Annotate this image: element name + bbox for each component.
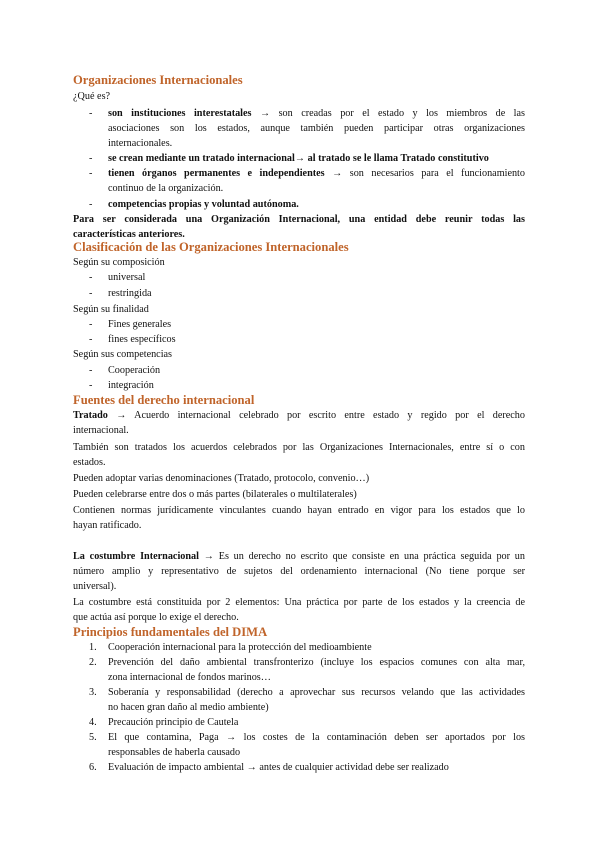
bullet-2-part-a: se crean mediante un tratado internacional <box>108 153 295 164</box>
bullet-dash: - <box>89 108 93 119</box>
bullet-dash: - <box>89 380 93 391</box>
costumbre-line-2: número amplio y representativo de sujetos del ordenamiento internacional (No tiene porque ser <box>73 566 525 577</box>
principle-1: Cooperación internacional para la protección del medioambiente <box>108 642 372 653</box>
bullet-dash: - <box>89 365 93 376</box>
list-item: universal <box>108 272 146 283</box>
normas-line-2: hayan ratificado. <box>73 520 142 531</box>
bullet-dash: - <box>89 334 93 345</box>
principle-2-line-1: Prevención del daño ambiental transfronterizo (incluye los espacios comunes con alta mar, <box>108 657 525 668</box>
partes-line: Pueden celebrarse entre dos o más partes (bilaterales o multilaterales) <box>73 489 357 500</box>
bullet-dash: - <box>89 319 93 330</box>
bullet-1-rest: → son creadas por el estado y los miembros de las <box>251 108 525 119</box>
question-line: ¿Qué es? <box>73 91 111 102</box>
list-item: restringida <box>108 288 152 299</box>
section-title-principios: Principios fundamentales del DIMA <box>73 625 268 639</box>
principle-3-line-2: no hacen gran daño al medio ambiente) <box>108 702 269 713</box>
costumbre-bold: La costumbre Internacional <box>73 551 199 562</box>
costumbre-line-1 <box>73 550 525 564</box>
denominaciones-line: Pueden adoptar varias denominaciones (Tratado, protocolo, convenio…) <box>73 473 370 484</box>
bullet-3-line-2: continuo de la organización. <box>108 183 224 194</box>
principle-3-line-1: Soberanía y responsabilidad (derecho a aprovechar sus recursos velando que las actividades <box>108 687 525 698</box>
list-item: fines específicos <box>108 334 176 345</box>
list-item: Fines generales <box>108 319 172 330</box>
bullet-1-line-3: internacionales. <box>108 138 173 149</box>
costumbre-rest: → Es un derecho no escrito que consiste en una práctica seguida por un <box>198 551 525 562</box>
item-number: 1. <box>89 642 97 653</box>
group-competencias: Según sus competencias <box>73 349 173 360</box>
bullet-2-part-b: → al tratado se le llama Tratado constitutivo <box>294 153 489 164</box>
elementos-line-1: La costumbre está constituida por 2 elementos: Una práctica por parte de los estados y la creencia de <box>73 597 525 608</box>
bullet-1-line-1 <box>108 107 525 121</box>
tratado-line-1 <box>73 409 525 423</box>
item-number: 4. <box>89 717 97 728</box>
item-number: 3. <box>89 687 97 698</box>
bullet-3-line-1 <box>108 167 525 181</box>
principle-4: Precaución principio de Cautela <box>108 717 239 728</box>
elementos-line-2: que actúa así porque lo exige el derecho. <box>73 612 239 623</box>
tratado-bold: Tratado <box>73 410 108 421</box>
group-finalidad: Según su finalidad <box>73 304 149 315</box>
conclusion-line-1: Para ser considerada una Organización Internacional, una entidad debe reunir todas las <box>73 214 525 225</box>
tratado-rest: → Acuerdo internacional celebrado por escrito entre estado y regido por el derecho <box>107 410 525 421</box>
bullet-1-line-2: asociaciones son los estados, aunque también pueden participar otras organizaciones <box>108 123 525 134</box>
item-number: 5. <box>89 732 97 743</box>
tratado-line-2: internacional. <box>73 425 129 436</box>
bullet-dash: - <box>89 272 93 283</box>
section-title-fuentes: Fuentes del derecho internacional <box>73 393 255 407</box>
item-number: 2. <box>89 657 97 668</box>
costumbre-line-3: universal). <box>73 581 117 592</box>
tratados-oi-line-1: También son tratados los acuerdos celebrados por las Organizaciones Internacionales, entre sí o con <box>73 442 525 453</box>
section-title-organizaciones: Organizaciones Internacionales <box>73 73 243 87</box>
bullet-2 <box>108 152 489 166</box>
normas-line-1: Contienen normas jurídicamente vinculantes cuando hayan entrado en vigor para los estados que lo <box>73 505 525 516</box>
principle-5-line-1: El que contamina, Paga → los costes de la contaminación deben ser aportados por los <box>108 732 525 743</box>
bullet-3-rest: → son necesarios para el funcionamiento <box>324 168 525 179</box>
bullet-4-bold: competencias propias y voluntad autónoma. <box>108 199 299 210</box>
conclusion-line-2: características anteriores. <box>73 229 185 240</box>
bullet-3-bold: tienen órganos permanentes e independientes <box>108 168 325 179</box>
principle-5-line-2: responsables de haberla causado <box>108 747 241 758</box>
list-item: Cooperación <box>108 365 161 376</box>
list-item: integración <box>108 380 154 391</box>
bullet-dash: - <box>89 168 93 179</box>
tratados-oi-line-2: estados. <box>73 457 106 468</box>
principle-6: Evaluación de impacto ambiental → antes de cualquier actividad debe ser realizado <box>108 762 449 773</box>
section-title-clasificacion: Clasificación de las Organizaciones Internacionales <box>73 240 349 254</box>
bullet-dash: - <box>89 288 93 299</box>
bullet-1-bold: son instituciones interestatales <box>108 108 252 119</box>
bullet-dash: - <box>89 199 93 210</box>
bullet-4 <box>108 198 299 212</box>
item-number: 6. <box>89 762 97 773</box>
group-composicion: Según su composición <box>73 257 165 268</box>
bullet-dash: - <box>89 153 93 164</box>
principle-2-line-2: zona internacional de fondos marinos… <box>108 672 271 683</box>
